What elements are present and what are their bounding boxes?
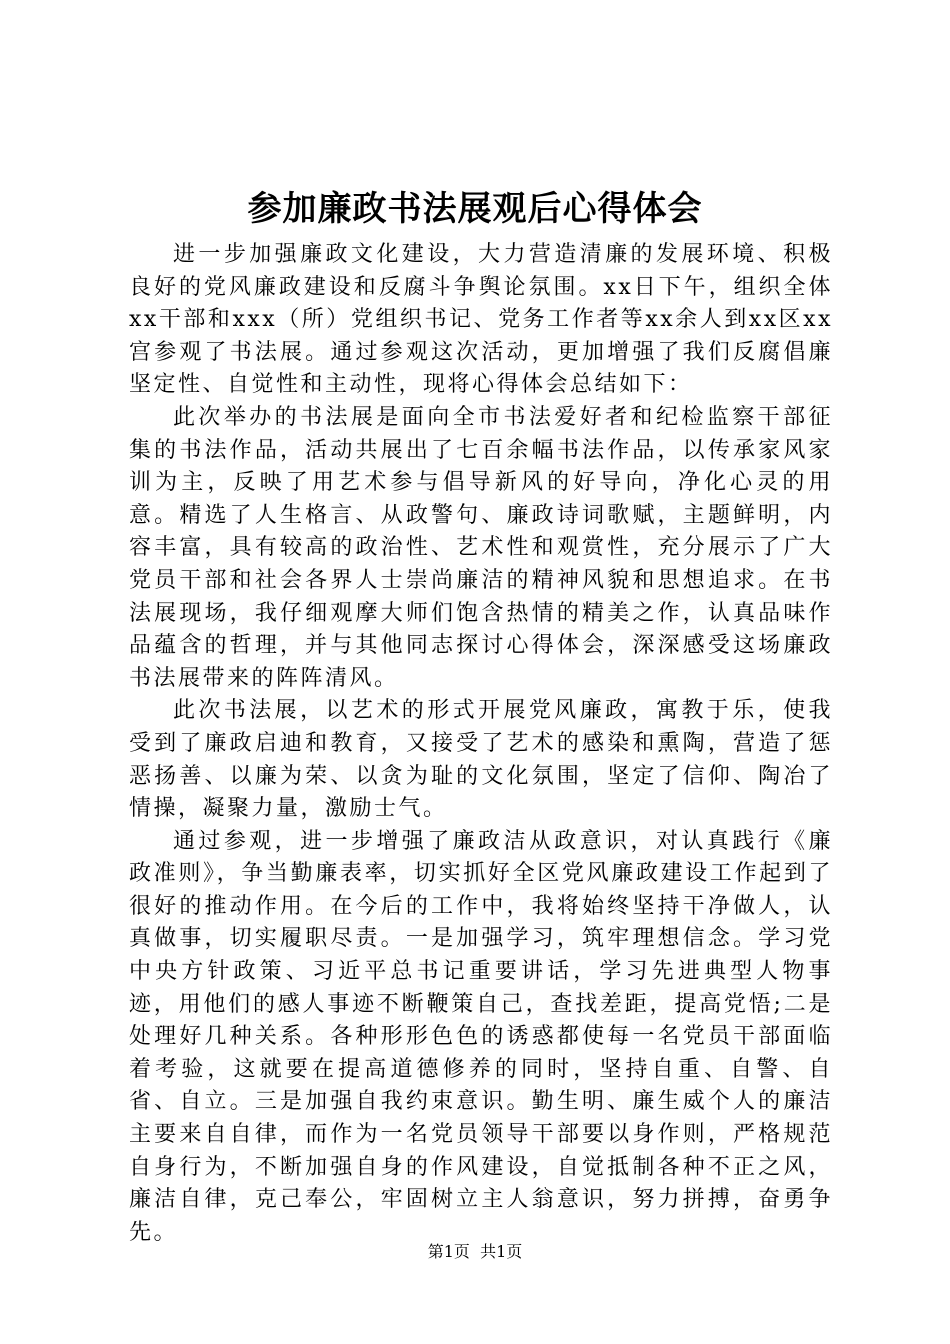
paragraph-intro: 进一步加强廉政文化建设，大力营造清廉的发展环境、积极良好的党风廉政建设和反腐斗争舆论氛围。xx日下午，组织全体xx干部和xxx（所）党组织书记、党务工作者等xx余人到xx区xx宫参观了书法展。通过参观这次活动，更加增强了我们反腐倡廉坚定性、自觉性和主动性，现将心得体会总结如下：: [129, 242, 833, 398]
page-number: 第1页 共1页: [427, 1242, 523, 1261]
paragraph-reflection: 通过参观，进一步增强了廉政洁从政意识，对认真践行《廉政准则》，争当勤廉表率，切实抓好全区党风廉政建设工作起到了很好的推动作用。在今后的工作中，我将始终坚持干净做人，认真做事，切实履职尽责。一是加强学习，筑牢理想信念。学习党中央方针政策、习近平总书记重要讲话，学习先进典型人物事迹，用他们的感人事迹不断鞭策自己，查找差距，提高党悟;二是处理好几种关系。各种形形色色的诱惑都使每一名党员干部面临着考验，这就要在提高道德修养的同时，坚持自重、自警、自省、自立。三是加强自我约束意识。勤生明、廉生威个人的廉洁主要来自自律，而作为一名党员领导干部要以身作则，严格规范自身行为，不断加强自身的作风建设，自觉抵制各种不正之风，廉洁自律，克己奉公，牢固树立主人翁意识，努力拼搏，奋勇争先。: [129, 828, 833, 1245]
paragraph-influence: 此次书法展，以艺术的形式开展党风廉政，寓教于乐，使我受到了廉政启迪和教育，又接受了艺术的感染和熏陶，营造了惩恶扬善、以廉为荣、以贪为耻的文化氛围，坚定了信仰、陶冶了情操，凝聚力量，激励士气。: [129, 698, 833, 822]
document-title: 参加廉政书法展观后心得体会: [247, 189, 703, 229]
document-body: [129, 239, 833, 1249]
paragraph-exhibition: 此次举办的书法展是面向全市书法爱好者和纪检监察干部征集的书法作品，活动共展出了七百余幅书法作品，以传承家风家训为主，反映了用艺术参与倡导新风的好导向，净化心灵的用意。精选了人生格言、从政警句、廉政诗词歌赋，主题鲜明，内容丰富，具有较高的政治性、艺术性和观赏性，充分展示了广大党员干部和社会各界人士崇尚廉洁的精神风貌和思想追求。在书法展现场，我仔细观摩大师们饱含热情的精美之作，认真品味作品蕴含的哲理，并与其他同志探讨心得体会，深深感受这场廉政书法展带来的阵阵清风。: [129, 404, 833, 691]
page-footer: [0, 1241, 950, 1263]
